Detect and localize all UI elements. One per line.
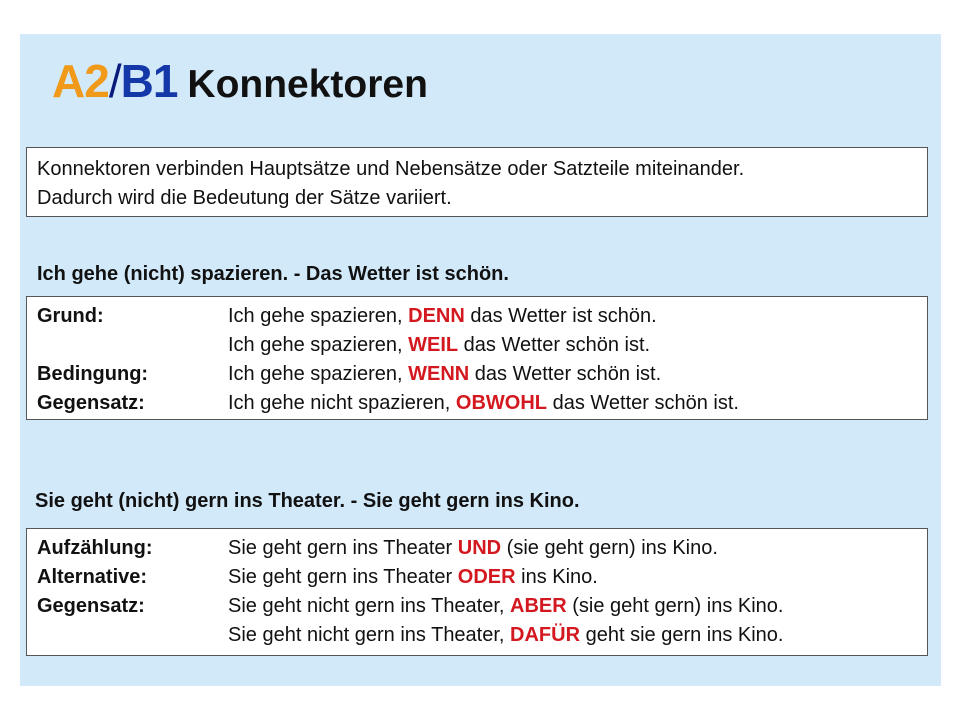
section2-heading: Sie geht (nicht) gern ins Theater. - Sie geht gern ins Kino.: [35, 490, 580, 512]
table-row: [37, 389, 917, 418]
row-label: Grund:: [37, 305, 104, 327]
row-label: Gegensatz:: [37, 595, 145, 617]
example-sentence: Ich gehe spazieren, DENN das Wetter ist schön.: [228, 305, 657, 327]
connector-keyword: WENN: [408, 363, 470, 385]
intro-line-2: Dadurch wird die Bedeutung der Sätze variiert.: [37, 187, 452, 209]
example-sentence: Ich gehe spazieren, WENN das Wetter schön ist.: [228, 363, 662, 385]
section1-table: [26, 296, 928, 420]
intro-line-1: Konnektoren verbinden Hauptsätze und Nebensätze oder Satzteile miteinander.: [37, 158, 745, 180]
row-label: Alternative:: [37, 566, 148, 588]
row-label: [37, 621, 228, 650]
slide-background: [20, 34, 941, 686]
title-word: Konnektoren: [187, 63, 428, 106]
row-label: Gegensatz:: [37, 392, 145, 414]
example-sentence: Sie geht nicht gern ins Theater, ABER (sie geht gern) ins Kino.: [228, 595, 784, 617]
example-sentence: Ich gehe spazieren, WEIL das Wetter schön ist.: [228, 334, 651, 356]
page-title: [52, 54, 428, 108]
table-row: [37, 360, 917, 389]
title-slash: /: [108, 55, 121, 107]
connector-keyword: OBWOHL: [455, 392, 548, 414]
section1-heading: Ich gehe (nicht) spazieren. - Das Wetter ist schön.: [37, 263, 509, 285]
table-row: [37, 302, 917, 331]
row-label: Aufzählung:: [37, 537, 153, 559]
connector-keyword: DENN: [408, 305, 465, 327]
table-row: [37, 563, 917, 592]
row-label: Bedingung:: [37, 363, 149, 385]
example-sentence: Ich gehe nicht spazieren, OBWOHL das Wetter schön ist.: [228, 392, 739, 414]
connector-keyword: ABER: [510, 595, 567, 617]
table-row: [37, 534, 917, 563]
section2-table: [26, 528, 928, 656]
row-label: [37, 331, 228, 360]
example-sentence: Sie geht gern ins Theater ODER ins Kino.: [228, 566, 598, 588]
level-b1: B1: [120, 55, 178, 107]
level-a2: A2: [52, 55, 109, 107]
connector-keyword: UND: [457, 537, 502, 559]
connector-keyword: DAFÜR: [510, 624, 581, 646]
example-sentence: Sie geht nicht gern ins Theater, DAFÜR geht sie gern ins Kino.: [228, 624, 784, 646]
table-row: [37, 331, 917, 360]
connector-keyword: WEIL: [408, 334, 459, 356]
intro-box: [26, 147, 928, 217]
table-row: [37, 592, 917, 621]
example-sentence: Sie geht gern ins Theater UND (sie geht gern) ins Kino.: [228, 537, 718, 559]
connector-keyword: ODER: [457, 566, 516, 588]
table-row: [37, 621, 917, 650]
